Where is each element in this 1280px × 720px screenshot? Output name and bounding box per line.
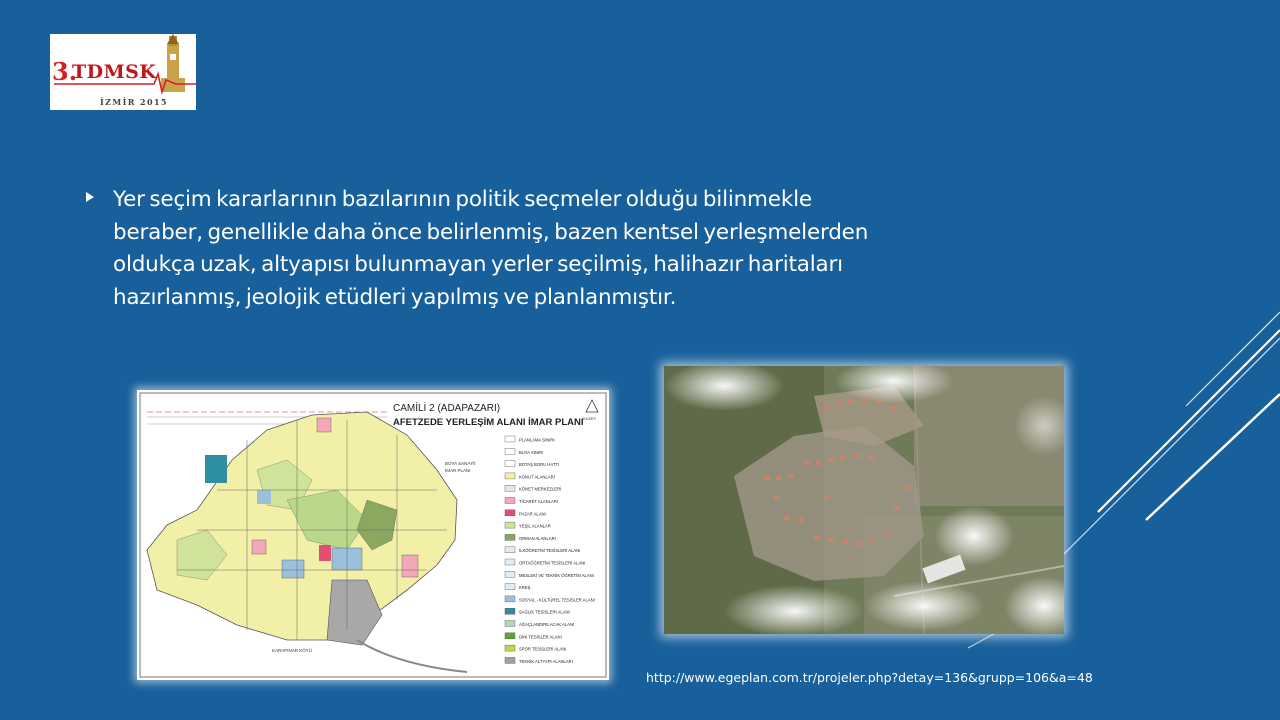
bullet-triangle-icon bbox=[86, 192, 94, 202]
legend-label: TİCARET ALANLARI bbox=[519, 499, 559, 504]
legend-label: PAZAR ALANI bbox=[519, 511, 546, 517]
aerial-photo-drawing bbox=[664, 366, 1064, 634]
source-link[interactable]: http://www.egeplan.com.tr/projeler.php?detay=136&grupp=106&a=48 bbox=[646, 670, 1093, 685]
legend-label: YEŞİL ALANLAR bbox=[519, 523, 551, 529]
legend-swatch bbox=[505, 547, 515, 553]
logo-acronym: TDMSK bbox=[72, 61, 157, 83]
legend-label: SAĞLIK TESİSLERİ ALANI bbox=[519, 609, 570, 615]
legend-label: ORMAN ALANLARI bbox=[519, 535, 556, 541]
aerial-photo bbox=[664, 366, 1064, 634]
legend-label: KÖNET MERKEZLERİ bbox=[519, 486, 562, 492]
legend-swatch bbox=[505, 534, 515, 540]
legend-swatch bbox=[505, 645, 515, 651]
plan-map-drawing bbox=[137, 390, 609, 680]
plan-title-line1: CAMİLİ 2 (ADAPAZARI) bbox=[393, 403, 501, 414]
legend-swatch bbox=[505, 461, 515, 467]
north-label: KUZEY bbox=[583, 416, 597, 421]
legend-label: MESLEKİ VE TEKNİK ÖĞRETİM ALANI bbox=[519, 572, 594, 578]
logo-location-year: İZMİR 2015 bbox=[100, 97, 168, 107]
legend-label: AĞAÇLANDIRILACAK ALANI bbox=[519, 622, 575, 627]
legend-swatch bbox=[505, 633, 515, 639]
bullet-text: Yer seçim kararlarının bazılarının politik seçmeler olduğu bilinmekle beraber, genellikle daha önce belirlenmiş, bazen kentsel yerleşmelerden oldukça uzak, altyapısı bulunmayan yerler seçilmiş, halihazır haritaları hazırlanmış, jeolojik etüdleri yapılmış ve planlanmıştır. bbox=[113, 187, 869, 310]
bottom-label: KARAPINAR KÖYÜ bbox=[272, 648, 313, 653]
legend-swatch bbox=[505, 571, 515, 577]
side-label-1: BOYA SANAYİİ bbox=[445, 461, 476, 466]
tdmsk-logo bbox=[50, 34, 196, 110]
side-label-2: İMAR PLANI bbox=[445, 468, 471, 473]
legend-label: BUYA SINIRI bbox=[519, 449, 544, 455]
legend-swatch bbox=[505, 448, 515, 454]
legend-swatch bbox=[505, 510, 515, 516]
legend-swatch bbox=[505, 498, 515, 504]
legend-label: İLKÖĞRETİM TESİSLERİ ALANI bbox=[519, 548, 581, 554]
legend-swatch bbox=[505, 596, 515, 602]
legend-swatch bbox=[505, 657, 515, 663]
legend-label: KONUT ALANLARI bbox=[519, 474, 555, 480]
legend-swatch bbox=[505, 485, 515, 491]
legend-label: BOTAŞ BORU HATTI bbox=[519, 462, 560, 468]
legend-label: PLANLAMA SINIRI bbox=[519, 437, 555, 443]
plan-map-image bbox=[137, 390, 609, 680]
legend-label: TEKNİK ALTYAPI ALANLARI bbox=[519, 658, 573, 664]
legend-label: DİNİ TESİSLER ALANI bbox=[519, 634, 562, 640]
legend-swatch bbox=[505, 621, 515, 627]
legend-label: SOSYAL - KÜLTÜREL TESİSLER ALANI bbox=[519, 597, 595, 603]
legend-swatch bbox=[505, 608, 515, 614]
legend-label: SPOR TESİSLERİ ALANI bbox=[519, 646, 567, 652]
legend-swatch bbox=[505, 473, 515, 479]
legend-swatch bbox=[505, 584, 515, 590]
legend-swatch bbox=[505, 522, 515, 528]
legend-label: ORTAÖĞRETİM TESİSLERİ ALANI bbox=[519, 560, 586, 566]
plan-title-line2: AFETZEDE YERLEŞİM ALANI İMAR PLANI bbox=[393, 417, 584, 428]
legend-swatch bbox=[505, 559, 515, 565]
legend-label: KREŞ bbox=[519, 585, 531, 591]
tdmsk-logo-icon bbox=[50, 34, 196, 110]
logo-number: 3. bbox=[52, 57, 78, 86]
legend-swatch bbox=[505, 436, 515, 442]
